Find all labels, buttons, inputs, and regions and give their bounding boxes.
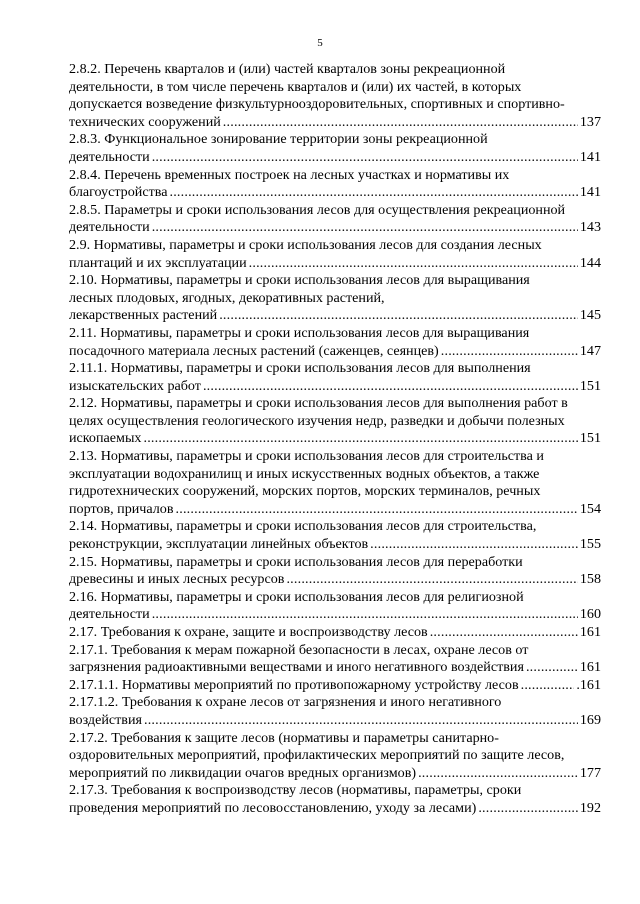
toc-page-number: 145 xyxy=(579,307,601,324)
toc-page-number: 177 xyxy=(579,764,601,781)
toc-entry xyxy=(69,642,601,677)
toc-page-number: 169 xyxy=(579,711,601,728)
toc-entry-text: деятельности xyxy=(69,606,150,623)
toc-entry-text: 2.17.3. Требования к воспроизводству лесов (нормативы, параметры, сроки xyxy=(69,782,522,799)
toc-entry-text: 2.10. Нормативы, параметры и сроки использования лесов для выращивания xyxy=(69,272,530,289)
toc-entry xyxy=(69,554,601,589)
dot-leader xyxy=(286,571,577,589)
toc-entry-text: 2.17. Требования к охране, защите и воспроизводству лесов xyxy=(69,624,428,640)
page-number: 5 xyxy=(317,37,323,49)
toc-entry-text: 2.12. Нормативы, параметры и сроки использования лесов для выполнения работ в xyxy=(69,395,568,412)
toc-entry-text: благоустройства xyxy=(69,184,168,201)
toc-page-number: 154 xyxy=(579,500,601,517)
toc-page-number: 141 xyxy=(579,148,601,165)
toc-page-number: 158 xyxy=(579,571,601,588)
toc-entry-text: древесины и иных лесных ресурсов xyxy=(69,571,285,588)
toc-entry xyxy=(69,237,601,272)
toc-page-number: 144 xyxy=(579,254,601,271)
dot-leader xyxy=(176,501,578,519)
toc-entry-text: 2.9. Нормативы, параметры и сроки использования лесов для создания лесных xyxy=(69,236,542,253)
toc-entry-text: посадочного материала лесных растений (саженцев, сеянцев) xyxy=(69,342,439,359)
toc-entry xyxy=(69,131,601,166)
toc-entry-text: изыскательских работ xyxy=(69,377,201,394)
toc-entry xyxy=(69,360,601,395)
toc-entry-text: ископаемых xyxy=(69,430,142,447)
dot-leader xyxy=(521,677,575,695)
toc-page-number: 160 xyxy=(579,606,601,623)
toc-entry xyxy=(69,730,601,783)
toc-entry-text: деятельности xyxy=(69,219,150,236)
toc-entry-text: 2.11.1. Нормативы, параметры и сроки использования лесов для выполнения xyxy=(69,360,531,377)
toc-entry-text: 2.17.1. Требования к мерам пожарной безопасности в лесах, охране лесов от xyxy=(69,641,529,658)
dot-leader xyxy=(169,184,577,202)
dot-leader xyxy=(441,343,578,361)
toc-page-number: 151 xyxy=(579,430,601,447)
toc-entry-text: 2.8.3. Функциональное зонирование территории зоны рекреационной xyxy=(69,131,488,148)
toc-entry-text: загрязнения радиоактивными веществами и иного негативного воздействия xyxy=(69,659,524,676)
toc-entry-text: 2.17.2. Требования к защите лесов (нормативы и параметры санитарно- xyxy=(69,729,499,746)
toc-entry-text: 2.15. Нормативы, параметры и сроки использования лесов для переработки xyxy=(69,553,523,570)
toc-entry-text: оздоровительных мероприятий, профилактических мероприятий по защите лесов, xyxy=(69,747,565,764)
dot-leader xyxy=(219,307,578,325)
toc-page-number: .161 xyxy=(576,676,601,693)
toc-entry-text: портов, причалов xyxy=(69,500,174,517)
toc-entry xyxy=(69,782,601,817)
toc-entry-text: реконструкции, эксплуатации линейных объектов xyxy=(69,536,369,553)
dot-leader xyxy=(143,430,577,448)
toc-entry-text: 2.11. Нормативы, параметры и сроки использования лесов для выращивания xyxy=(69,324,530,341)
toc-entry-text: 2.14. Нормативы, параметры и сроки использования лесов для строительства, xyxy=(69,518,537,535)
toc-entry-text: деятельности xyxy=(69,148,150,165)
toc-entry-text: проведения мероприятий по лесовосстановлению, уходу за лесами) xyxy=(69,799,477,816)
toc-entry-text: 2.8.5. Параметры и сроки использования лесов для осуществления рекреационной xyxy=(69,201,566,218)
toc-entry xyxy=(69,448,601,518)
dot-leader xyxy=(144,712,578,730)
dot-leader xyxy=(249,255,578,273)
toc-page-number: 155 xyxy=(579,536,601,553)
toc-entry xyxy=(69,272,601,325)
toc-entry-text: плантаций и их эксплуатации xyxy=(69,254,247,271)
toc-entry-text: допускается возведение физкультурнооздоровительных, спортивных и спортивно- xyxy=(69,96,565,113)
toc-entry-text: мероприятий по ликвидации очагов вредных организмов) xyxy=(69,764,417,781)
toc-entry-text: целях осуществления геологического изучения недр, разведки и добычи полезных xyxy=(69,412,565,429)
toc-entry xyxy=(69,167,601,202)
toc-entry xyxy=(69,624,601,642)
toc-entry xyxy=(69,325,601,360)
dot-leader xyxy=(478,800,578,818)
toc-entry-text: 2.17.1.1. Нормативы мероприятий по противопожарному устройству лесов xyxy=(69,676,519,693)
toc-entry xyxy=(69,694,601,729)
toc-entry-text: 2.16. Нормативы, параметры и сроки использования лесов для религиозной xyxy=(69,588,524,605)
dot-leader xyxy=(370,536,578,554)
toc-entry xyxy=(69,677,601,695)
dot-leader xyxy=(526,659,578,677)
dot-leader xyxy=(152,219,578,237)
toc-entry-text: 2.8.4. Перечень временных построек на лесных участках и нормативы их xyxy=(69,166,510,183)
toc-page-number: 161 xyxy=(579,659,601,676)
toc-page-number: 147 xyxy=(579,342,601,359)
table-of-contents xyxy=(69,61,601,818)
toc-entry-text: технических сооружений xyxy=(69,113,221,130)
toc-entry-text: 2.17.1.2. Требования к охране лесов от загрязнения и иного негативного xyxy=(69,694,502,711)
dot-leader xyxy=(418,765,578,783)
dot-leader xyxy=(203,378,578,396)
toc-page-number: 161 xyxy=(579,624,601,640)
toc-entry-text: лекарственных растений xyxy=(69,307,218,324)
dot-leader xyxy=(152,149,578,167)
toc-entry xyxy=(69,518,601,553)
toc-entry xyxy=(69,395,601,448)
toc-page-number: 151 xyxy=(579,377,601,394)
dot-leader xyxy=(223,114,578,132)
toc-entry-text: 2.13. Нормативы, параметры и сроки использования лесов для строительства и xyxy=(69,448,544,465)
toc-entry-text: 2.8.2. Перечень кварталов и (или) частей кварталов зоны рекреационной xyxy=(69,61,506,77)
dot-leader xyxy=(152,606,578,624)
toc-entry xyxy=(69,589,601,624)
toc-page-number: 143 xyxy=(579,219,601,236)
toc-entry-text: деятельности, в том числе перечень кварталов и (или) их частей, в которых xyxy=(69,78,522,95)
toc-entry-text: лесных плодовых, ягодных, декоративных растений, xyxy=(69,289,385,306)
toc-entry-text: гидротехнических сооружений, морских портов, морских терминалов, речных xyxy=(69,483,541,500)
toc-page-number: 141 xyxy=(579,184,601,201)
toc-entry xyxy=(69,61,601,131)
toc-entry xyxy=(69,202,601,237)
toc-page-number: 192 xyxy=(579,799,601,816)
toc-page-number: 137 xyxy=(579,113,601,130)
toc-entry-text: воздействия xyxy=(69,711,142,728)
dot-leader xyxy=(430,624,578,642)
toc-entry-text: эксплуатации водохранилищ и иных искусственных водных объектов, а также xyxy=(69,465,540,482)
